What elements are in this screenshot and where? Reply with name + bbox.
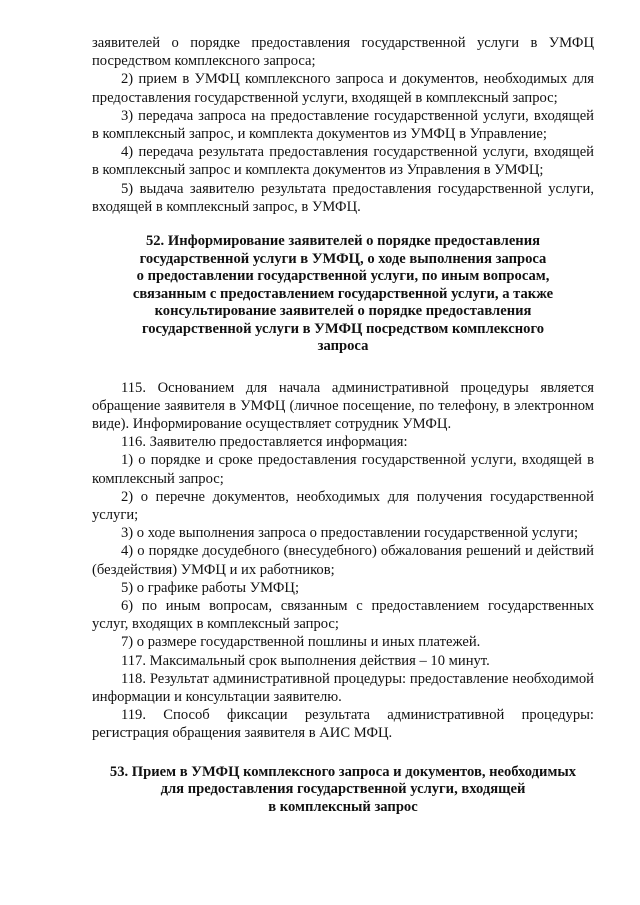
paragraph-top-0: заявителей о порядке предоставления государственной услуги в УМФЦ посредством комплексного запроса; — [92, 35, 594, 70]
section-52-heading — [92, 233, 594, 356]
section-52-heading-line: запроса — [317, 338, 369, 355]
paragraph-116: 116. Заявителю предоставляется информация: — [121, 434, 408, 451]
section-52-heading-line: связанным с предоставлением государственной услуги, а также — [132, 285, 554, 302]
paragraph-top-3: 4) передача результата предоставления государственной услуги, входящей в комплексный запрос и комплекта документов из Управления в УМФЦ; — [92, 144, 594, 179]
paragraph-118: 118. Результат административной процедуры: предоставление необходимой информации и консультации заявителю. — [92, 670, 594, 705]
list-item-7: 7) о размере государственной пошлины и иных платежей. — [121, 634, 481, 651]
section-52-heading-line: о предоставлении государственной услуги, по иным вопросам, — [136, 268, 550, 285]
section-52-heading-line: 52. Информирование заявителей о порядке предоставления — [145, 233, 541, 250]
paragraph-top-2: 3) передача запроса на предоставление государственной услуги, входящей в комплексный запрос, и комплекта документов из УМФЦ в Управление; — [92, 107, 594, 143]
list-item-5: 5) о графике работы УМФЦ; — [121, 579, 300, 596]
list-item-4: 4) о порядке досудебного (внесудебного) обжалования решений и действий (бездействия) УМФЦ и их работников; — [92, 543, 594, 578]
paragraph-top-4: 5) выдача заявителю результата предоставления государственной услуги, входящей в комплексный запрос, в УМФЦ. — [92, 180, 594, 215]
list-item-2: 2) о перечне документов, необходимых для получения государственной услуги; — [92, 488, 594, 523]
list-item-6: 6) по иным вопросам, связанным с предоставлением государственных услуг, входящих в комплексный запрос; — [92, 597, 594, 633]
section-53-heading-line: для предоставления государственной услуги, входящей — [160, 781, 526, 798]
section-53-heading-line: 53. Прием в УМФЦ комплексного запроса и документов, необходимых — [109, 763, 577, 780]
section-53-heading-line: в комплексный запрос — [268, 798, 418, 815]
section-52-heading-line: государственной услуги в УМФЦ посредством комплексного — [141, 320, 545, 337]
paragraph-top-1: 2) прием в УМФЦ комплексного запроса и документов, необходимых для предоставления государственной услуги, входящей в комплексный запрос; — [92, 71, 594, 106]
section-53-heading — [92, 764, 594, 817]
paragraph-117: 117. Максимальный срок выполнения действия – 10 минут. — [121, 652, 490, 669]
paragraph-119: 119. Способ фиксации результата административной процедуры: регистрация обращения заявителя в АИС МФЦ. — [92, 707, 594, 742]
section-52-heading-line: государственной услуги в УМФЦ, о ходе выполнения запроса — [139, 250, 547, 267]
paragraph-115: 115. Основанием для начала административной процедуры является обращение заявителя в УМФЦ (личное посещение, по телефону, в электронном виде). Информирование осуществляет сотрудник УМФЦ. — [92, 379, 594, 432]
list-item-3: 3) о ходе выполнения запроса о предоставлении государственной услуги; — [121, 525, 579, 542]
section-52-heading-line: консультирование заявителей о порядке предоставления — [154, 303, 532, 320]
list-item-1: 1) о порядке и сроке предоставления государственной услуги, входящей в комплексный запрос; — [92, 452, 594, 487]
